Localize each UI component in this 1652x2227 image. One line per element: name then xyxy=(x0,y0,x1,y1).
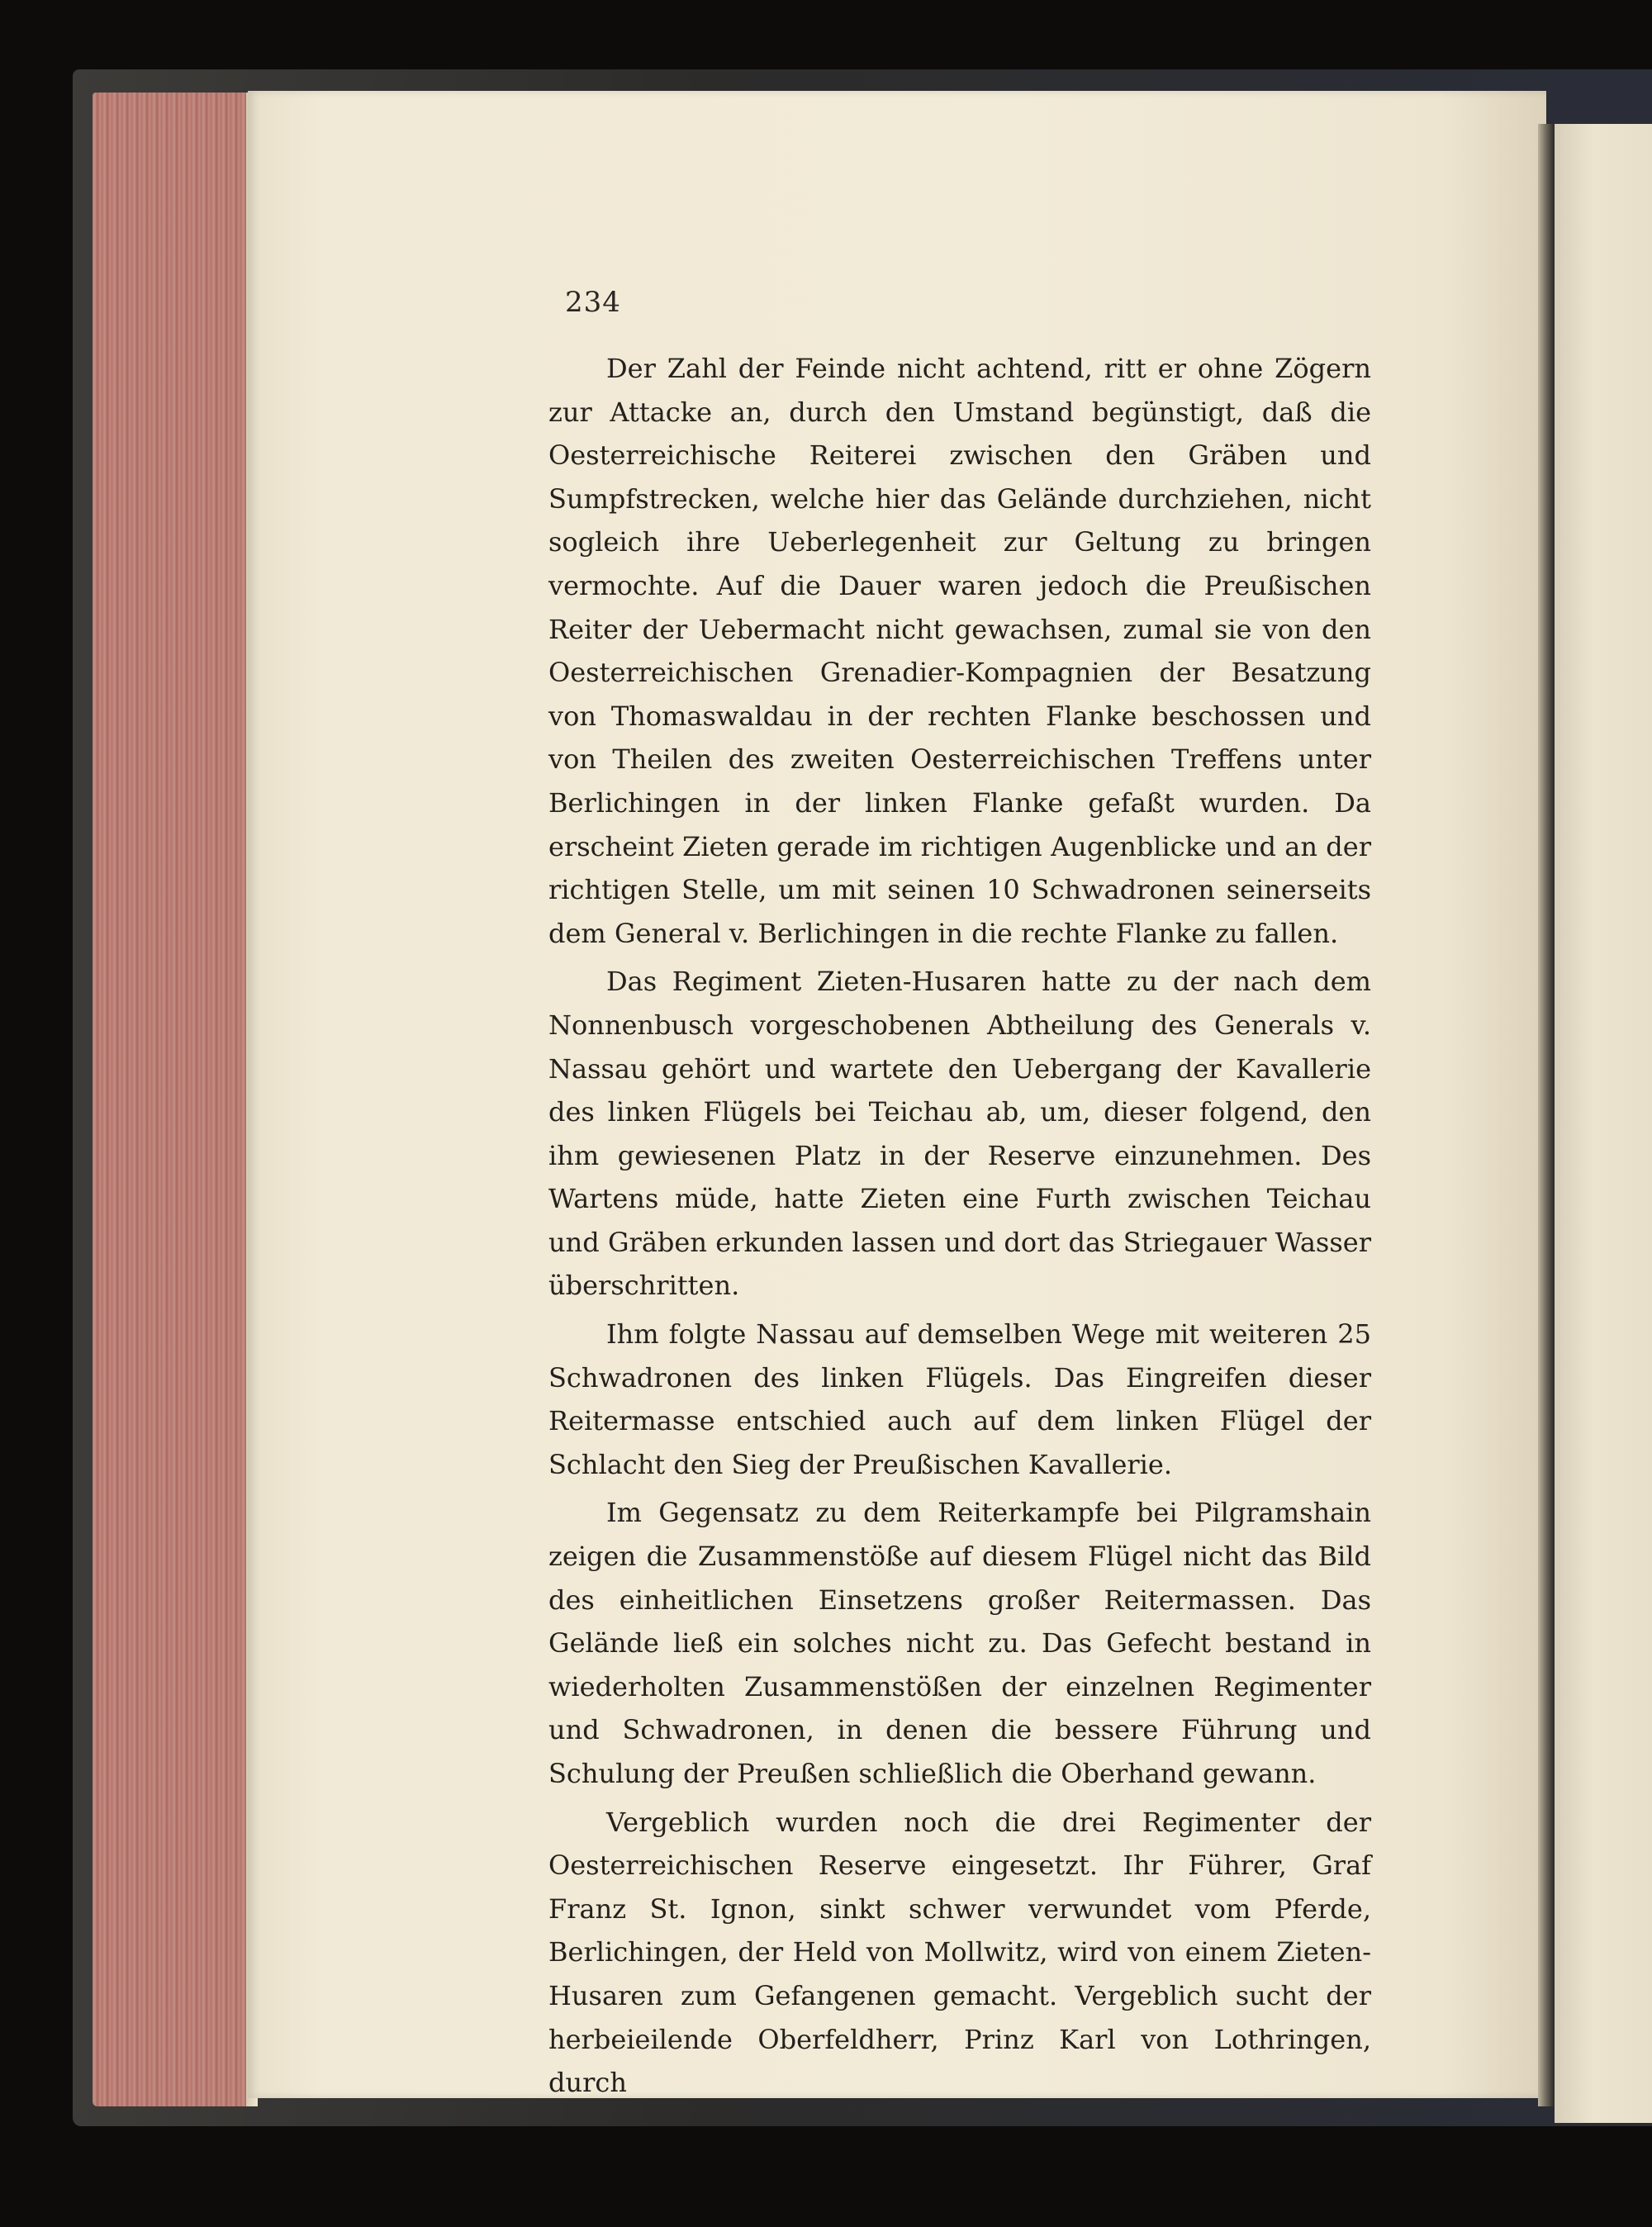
book-gutter xyxy=(1538,124,1555,2106)
paragraph-4: Im Gegensatz zu dem Reiterkampfe bei Pilgramshain zeigen die Zusammenstöße auf diesem Flügel nicht das Bild des einheitlichen Einsetzens großer Reitermassen. Das Gelände ließ ein solches nicht zu. Das Gefecht bestand in wiederholten Zusammenstößen der einzelnen Regimenter und Schwadronen, in denen die bessere Führung und Schulung der Preußen schließlich die Oberhand gewann. xyxy=(548,1497,1371,1789)
paragraph-1: Der Zahl der Feinde nicht achtend, ritt er ohne Zögern zur Attacke an, durch den Umstand begünstigt, daß die Oesterreichische Reiterei zwischen den Gräben und Sumpfstrecken, welche hier das Gelände durchziehen, nicht sogleich ihre Ueberlegenheit zur Geltung zu bringen vermochte. Auf die Dauer waren jedoch die Preußischen Reiter der Uebermacht nicht gewachsen, zumal sie von den Oesterreichischen Grenadier-Kompagnien der Besatzung von Thomaswaldau in der rechten Flanke beschossen und von Theilen des zweiten Oesterreichischen Treffens unter Berlichingen in der linken Flanke gefaßt wurden. Da erscheint Zieten gerade im richtigen Augenblicke und an der richtigen Stelle, um mit seinen 10 Schwadronen seinerseits dem General v. Berlichingen in die rechte Flanke zu fallen. xyxy=(548,353,1371,949)
page-edges xyxy=(93,93,258,2106)
paragraph-5: Vergeblich wurden noch die drei Regimenter der Oesterreichischen Reserve eingesetzt. Ihr Führer, Graf Franz St. Ignon, sinkt schwer verwundet vom Pferde, Berlichingen, der Held von Mollwitz, wird von einem Zieten-Husaren zum Gefangenen gemacht. Vergeblich sucht der herbeieilende Oberfeldherr, Prinz Karl von Lothringen, durch xyxy=(548,1806,1371,2099)
body-text xyxy=(548,347,1371,2105)
page-number: 234 xyxy=(565,286,621,319)
paragraph-3: Ihm folgte Nassau auf demselben Wege mit weiteren 25 Schwadronen des linken Flügels. Das Eingreifen dieser Reitermasse entschied auch auf dem linken Flügel der Schlacht den Sieg der Preußischen Kavallerie. xyxy=(548,1318,1371,1480)
next-page-edge xyxy=(1555,124,1652,2123)
paragraph-2: Das Regiment Zieten-Husaren hatte zu der nach dem Nonnenbusch vorgeschobenen Abtheilung des Generals v. Nassau gehört und wartete den Uebergang der Kavallerie des linken Flügels bei Teichau ab, um, dieser folgend, den ihm gewiesenen Platz in der Reserve einzunehmen. Des Wartens müde, hatte Zieten eine Furth zwischen Teichau und Gräben erkunden lassen und dort das Striegauer Wasser überschritten. xyxy=(548,966,1371,1302)
